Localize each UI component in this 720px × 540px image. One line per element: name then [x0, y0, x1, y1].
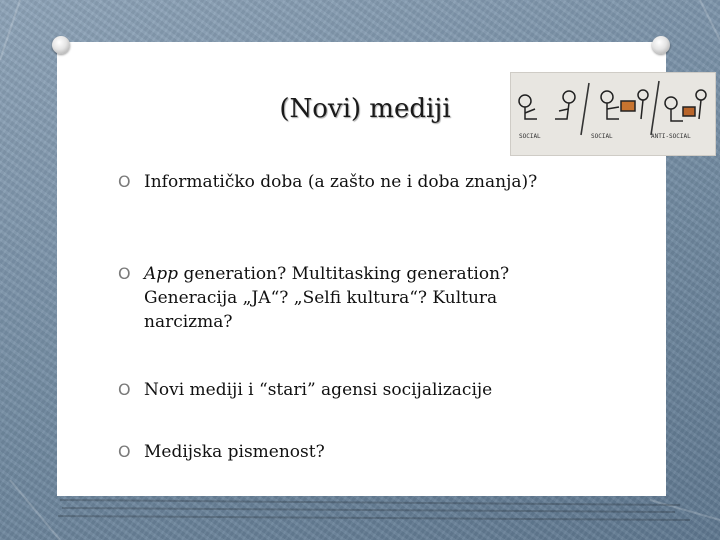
pin-top-left: [52, 36, 70, 54]
bullet-item: [118, 262, 558, 334]
bullet-marker: O: [118, 172, 131, 191]
bullet-text: generation? Multitasking generation? Generacija „JA“? „Selfi kultura“? Kultura narcizma?: [144, 264, 510, 332]
social-antisocial-illustration: [510, 72, 716, 156]
illustration-label-3: ANTI-SOCIAL: [651, 133, 691, 140]
bullet-text: Medijska pismenost?: [144, 442, 325, 462]
bullet-marker: O: [118, 264, 131, 283]
pin-top-right: [652, 36, 670, 54]
bullet-marker: O: [118, 442, 131, 461]
bullet-item: [118, 378, 492, 402]
bullet-italic-lead: App: [144, 264, 179, 284]
bullet-item: [118, 440, 325, 464]
bullet-marker: O: [118, 380, 131, 399]
slide-title: (Novi) mediji: [279, 94, 451, 124]
bullet-item: [118, 170, 537, 194]
illustration-label-2: SOCIAL: [591, 133, 613, 140]
bullet-text: Novi mediji i “stari” agensi socijalizacije: [144, 380, 493, 400]
bullet-text: Informatičko doba (a zašto ne i doba znanja)?: [144, 172, 538, 192]
illustration-label-1: SOCIAL: [519, 133, 541, 140]
